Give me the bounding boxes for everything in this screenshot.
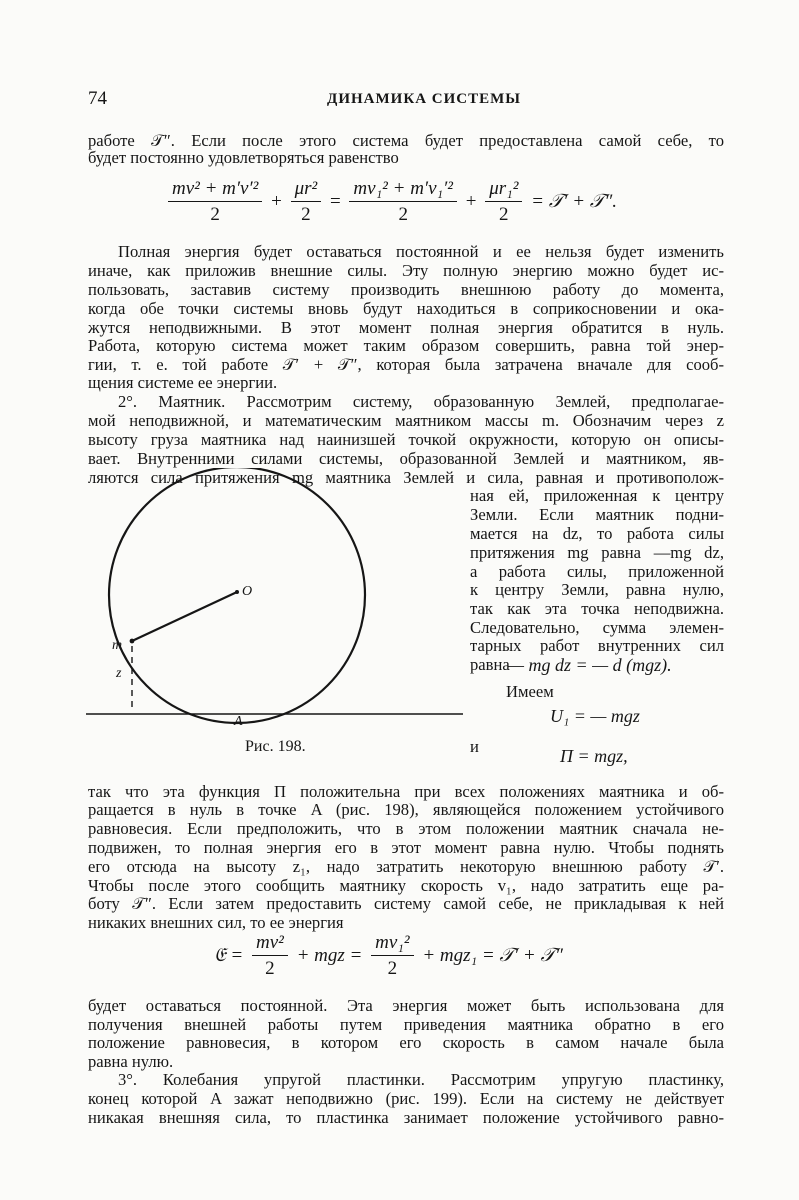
equation-force-function: U₁ = — mgz — [550, 706, 640, 726]
pendulum-rod — [132, 592, 237, 641]
text-line: когда обе точки системы вновь будут находиться в соприкосновении и ока- — [88, 299, 724, 318]
side-text-line: а работа силы, приложенной — [470, 562, 724, 581]
text-line: ращается в нуль в точке A (рис. 198), являющейся положением устойчивого — [88, 800, 724, 819]
text-line: ляются сила притяжения mg маятника Землей и сила, равная и противополож- — [88, 468, 724, 487]
text-line: будет постоянно удовлетворяться равенство — [88, 148, 399, 167]
text-line: конец которой A зажат неподвижно (рис. 199). Если на систему не действует — [88, 1089, 724, 1108]
text-imeem: Имеем — [506, 682, 554, 701]
text-line: жутся неподвижными. В этот момент полная энергия обратится в нуль. — [88, 318, 724, 337]
side-text-line: тарных работ внутренних сил — [470, 636, 724, 655]
text-line: равновесия. Если предположить, что в этом положении маятник сначала не- — [88, 819, 724, 838]
text-line: будет оставаться постоянной. Эта энергия может быть использована для — [88, 996, 724, 1015]
text-line: Полная энергия будет оставаться постоянной и ее нельзя будет изменить — [118, 242, 724, 261]
text-line: высоту груза маятника над наинизшей точкой окружности, которую он описы- — [88, 430, 724, 449]
text-line: никаких внешних сил, то ее энергия — [88, 913, 344, 932]
text-line: Работа, которую система может таким образом совершить, равна той энер- — [88, 336, 724, 355]
text-line: иначе, как приложив внешние силы. Эту полную энергию можно будет ис- — [88, 261, 724, 280]
side-text-line: к центру Земли, равна нулю, — [470, 580, 724, 599]
equation-potential: Π = mgz, — [560, 746, 628, 766]
text-line: работе 𝒯″. Если после этого система будет предоставлена самой себе, то — [88, 131, 724, 150]
text-line: получения внешней работы путем приведения маятника обратно в его — [88, 1015, 724, 1034]
text-line: положение равновесия, в котором его скорость в самом начале была — [88, 1033, 724, 1052]
label-A: A — [234, 714, 243, 729]
text-line: щения системе ее энергии. — [88, 373, 278, 392]
text-line: так что эта функция Π положительна при всех положениях маятника и об- — [88, 782, 724, 801]
text-line: равна нулю. — [88, 1052, 174, 1071]
side-text-line: притяжения mg равна —mg dz, — [470, 543, 724, 562]
bob-point — [130, 639, 135, 644]
text-line: его отсюда на высоту z₁, надо затратить некоторую внешнюю работу 𝒯′. — [88, 857, 724, 876]
figure-pendulum — [80, 468, 470, 743]
pivot-point — [235, 590, 239, 594]
pendulum-circle — [109, 468, 365, 723]
text-and: и — [470, 737, 479, 756]
equation-energy-conservation: $\frac{\text{mv² + m′v′²}}{2}$ + $\frac{\text{μr²}}{2}$ = $\frac{\text{mv₁² + m′v₁′²}}{2}$ + $\frac{\text{μr₁²}}{2}$ = 𝒯′ + 𝒯″. — [168, 178, 621, 226]
text-line: мой неподвижной, и математическим маятником массы m. Обозначим через z — [88, 411, 724, 430]
side-text-line: Следовательно, сумма элемен- — [470, 618, 724, 637]
label-m: m — [112, 638, 123, 653]
page-number: 74 — [88, 88, 107, 109]
text-line: пользовать, заставив систему производить внешнюю работу до момента, — [88, 280, 724, 299]
text-line: подвижен, то полная энергия его в этот момент равна нулю. Чтобы поднять — [88, 838, 724, 857]
figure-caption: Рис. 198. — [245, 738, 306, 755]
text-line: 3°. Колебания упругой пластинки. Рассмотрим упругую пластинку, — [118, 1070, 724, 1089]
text-line: гии, т. е. той работе 𝒯′ + 𝒯″, которая была затрачена вначале для сооб- — [88, 355, 724, 374]
label-z: z — [116, 666, 122, 681]
side-text-line: равна — [470, 655, 510, 674]
text-line: Чтобы после этого сообщить маятнику скорость v₁, надо затратить еще ра- — [88, 876, 724, 895]
side-text-line: ная ей, приложенная к центру — [470, 486, 724, 505]
text-line: 2°. Маятник. Рассмотрим систему, образованную Землей, предполагае- — [118, 392, 724, 411]
text-line: вает. Внутренними силами системы, образованной Землей и маятником, яв- — [88, 449, 724, 468]
text-line: боту 𝒯″. Если затем предоставить систему самой себе, не прикладывая к ней — [88, 894, 724, 913]
running-title: ДИНАМИКА СИСТЕМЫ — [327, 91, 522, 107]
equation-elementary-work: — mg dz = — d (mgz). — [508, 655, 672, 675]
text-line: никакая внешняя сила, то пластинка занимает положение устойчивого равно- — [88, 1108, 724, 1127]
side-text-line: так как эта точка неподвижна. — [470, 599, 724, 618]
equation-pendulum-energy: 𝔈 = $\frac{\text{mv²}}{2}$ + mgz = $\frac{\text{mv₁²}}{2}$ + mgz₁ = 𝒯′ + 𝒯″ — [214, 932, 563, 979]
side-text-line: Земли. Если маятник подни- — [470, 505, 724, 524]
side-text-line: мается на dz, то работа силы — [470, 524, 724, 543]
label-O: O — [242, 584, 253, 599]
